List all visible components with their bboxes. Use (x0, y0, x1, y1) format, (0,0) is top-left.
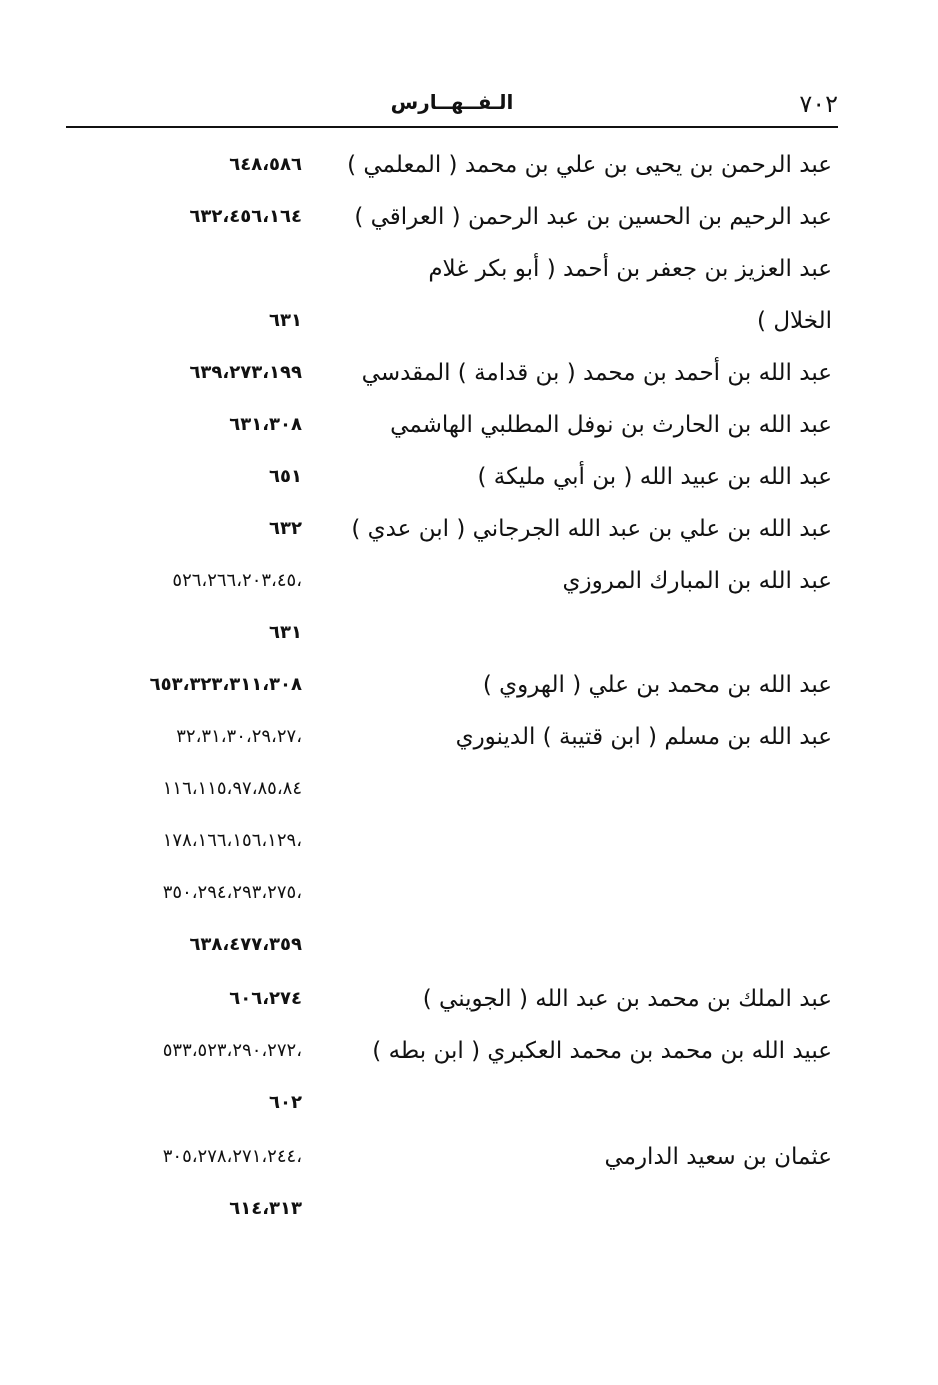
entry-pages: ٣٢،٣١،٣٠،٢٩،٢٧، (176, 726, 302, 747)
entry-name: عبد الرحيم بن الحسين بن عبد الرحمن ( العراقي ) (354, 204, 832, 230)
entry-pages: ٦٠٢ (269, 1092, 302, 1113)
entry-pages: ٦٥١ (269, 466, 302, 487)
entry-name: عبد الله بن الحارث بن نوفل المطلبي الهاشمي (390, 412, 832, 438)
index-entry (0, 354, 938, 406)
entry-pages: ١٧٨،١٦٦،١٥٦،١٢٩، (162, 830, 302, 851)
entry-name: عبد الله بن عبيد الله ( بن أبي مليكة ) (477, 464, 832, 490)
running-title: الـفــهــارس (390, 90, 514, 114)
entry-name: عبد الرحمن بن يحيى بن علي بن محمد ( المعلمي ) (347, 152, 832, 178)
index-entry (0, 770, 938, 822)
entry-pages: ٦٣١ (269, 310, 302, 331)
index-entry (0, 1138, 938, 1190)
entry-pages: ٣٥٠،٢٩٤،٢٩٣،٢٧٥، (162, 882, 302, 903)
index-entry (0, 250, 938, 302)
index-entry (0, 302, 938, 354)
index-entry (0, 146, 938, 198)
entry-pages: ٦٠٦،٢٧٤ (229, 988, 302, 1009)
index-entry (0, 458, 938, 510)
entry-name: عبد الله بن محمد بن علي ( الهروي ) (482, 672, 832, 698)
index-entry (0, 562, 938, 614)
index-entry (0, 666, 938, 718)
entry-pages: ٦٤٨،٥٨٦ (229, 154, 302, 175)
index-entry (0, 406, 938, 458)
entry-name: عبد الله بن المبارك المروزي (562, 568, 832, 594)
index-entry (0, 614, 938, 666)
index-entry (0, 926, 938, 978)
index-entry (0, 874, 938, 926)
page-number: ٧٠٢ (799, 90, 838, 118)
index-entry (0, 822, 938, 874)
entry-pages: ٦٣٢،٤٥٦،١٦٤ (189, 206, 302, 227)
entry-pages: ٥٢٦،٢٦٦،٢٠٣،٤٥، (172, 570, 302, 591)
entry-pages: ١١٦،١١٥،٩٧،٨٥،٨٤ (162, 778, 302, 799)
entry-name: عبد الله بن مسلم ( ابن قتيبة ) الدينوري (455, 724, 832, 750)
index-entry (0, 980, 938, 1032)
entry-pages: ٦٣١ (269, 622, 302, 643)
header-rule (66, 126, 838, 128)
entry-pages: ٦٣٢ (269, 518, 302, 539)
entry-pages: ٦٥٣،٣٢٣،٣١١،٣٠٨ (149, 674, 302, 695)
index-entry (0, 510, 938, 562)
index-list (0, 146, 938, 1246)
entry-pages: ٦٣٨،٤٧٧،٣٥٩ (189, 934, 302, 955)
entry-name: عبد الله بن أحمد بن محمد ( بن قدامة ) المقدسي (361, 360, 832, 386)
entry-name: عبد العزيز بن جعفر بن أحمد ( أبو بكر غلام (428, 256, 832, 282)
entry-pages: ٣٠٥،٢٧٨،٢٧١،٢٤٤، (162, 1146, 302, 1167)
page-header (66, 86, 838, 128)
entry-pages: ٦٣١،٣٠٨ (229, 414, 302, 435)
entry-name: عثمان بن سعيد الدارمي (604, 1144, 832, 1170)
index-entry (0, 1084, 938, 1136)
entry-name: الخلال ) (757, 308, 832, 334)
entry-name: عبد الله بن علي بن عبد الله الجرجاني ( ابن عدي ) (351, 516, 832, 542)
entry-pages: ٦١٤،٣١٣ (229, 1198, 302, 1219)
entry-pages: ٥٣٣،٥٢٣،٢٩٠،٢٧٢، (162, 1040, 302, 1061)
index-entry (0, 1032, 938, 1084)
index-entry (0, 198, 938, 250)
index-entry (0, 1190, 938, 1242)
entry-name: عبد الملك بن محمد بن عبد الله ( الجويني ) (422, 986, 832, 1012)
entry-pages: ٦٣٩،٢٧٣،١٩٩ (189, 362, 302, 383)
index-entry (0, 718, 938, 770)
entry-name: عبيد الله بن محمد بن محمد العكبري ( ابن بطه ) (372, 1038, 832, 1064)
